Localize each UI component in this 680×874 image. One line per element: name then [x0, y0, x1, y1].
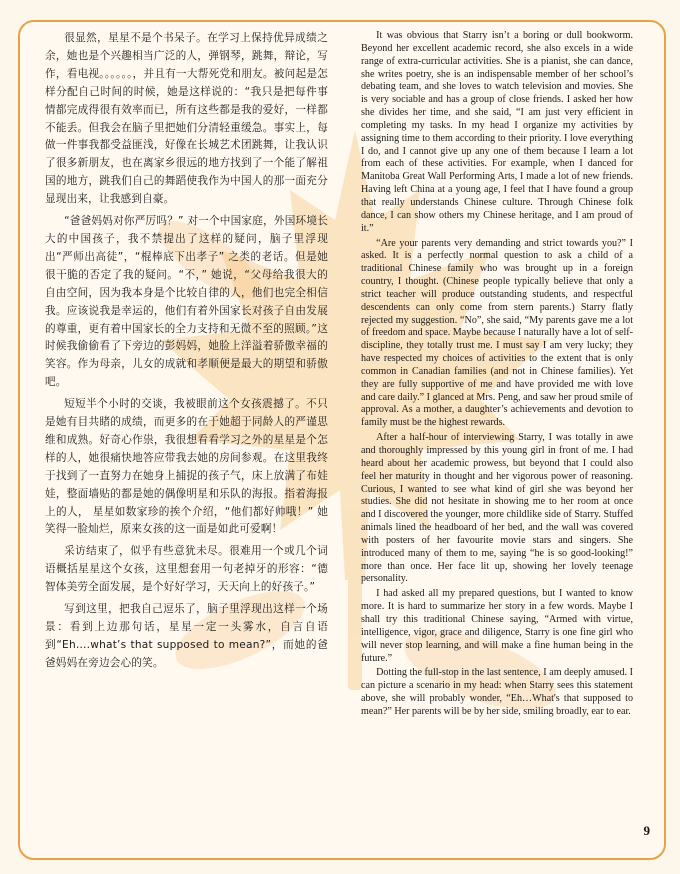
english-paragraph: After a half-hour of interviewing Starry, I was totally in awe and thoroughly impressed by this young girl in front of me. I had heard about her academic prowess, but beyond that I could also feel her maturity in thought and her vigorous power of reasoning. Curious, I wanted to see what kind of girl she was beyond her studies. She did not hesitate in showing me to her room at once and I discovered the younger, more childlike side of Starry. Stuffed animals lined the headboard of her bed, and the wall was covered with posters of her favourite movie stars and singers. She introduced many of them to me, saying “he is so good-looking!” more than once. Her face lit up, showing her lovely teenage personality.	[361, 432, 633, 585]
chinese-article-column	[45, 30, 328, 677]
chinese-paragraph: 写到这里，把我自己逗乐了，脑子里浮现出这样一个场景：看到上边那句话，星星一定一头雾水，自言自语到“Eh….what’s that supposed to mean?”，而她的爸爸妈妈在旁边会心的笑。	[45, 603, 328, 669]
page-number: 9	[643, 823, 650, 838]
chinese-paragraph: 很显然，星星不是个书呆子。在学习上保持优异成绩之余，她也是个兴趣相当广泛的人，弹钢琴，跳舞，辩论，写作，看电视。。。。。。，并且有一大帮死党和朋友。被问起是怎样分配自己时间的时候，她是这样说的：“我只是把每件事情都完成得很有效率而已，所有这些都是我的爱好，一样都不能丢。但我会在脑子里把她们分清轻重缓急。事实上，每做一件事我都受益匪浅，好像在长城艺术团跳舞，让我认识了很多新朋友，也在离家乡很远的地方找到了一个能了解祖国的地方，跳我们自己的舞蹈使我作为中国人的那一面充分显现出来，让我感到自豪。	[45, 32, 328, 206]
english-paragraph: I had asked all my prepared questions, but I wanted to know more. It is hard to summarize her story in a few words. Maybe I shall try this traditional Chinese saying, “Armed with virtue, intelligence, vigor, grace and diligence, Starry is one fine girl who will never stop learning, and will make a fine human being in the future.”	[361, 588, 633, 664]
english-paragraph: Dotting the full-stop in the last sentence, I am deeply amused. I can picture a scenario in my head: when Starry sees this statement above, she will probably wonder, “Eh…What's that supposed to mean?” Her parents will be by her side, smiling broadly, ear to ear.	[361, 667, 633, 717]
chinese-paragraph: “爸爸妈妈对你严厉吗？” 对一个中国家庭，外国环境长大的中国孩子，我不禁提出了这样的疑问，脑子里浮现出“严师出高徒”，“棍棒底下出孝子” 之类的老话。但是她很干脆的否定了我的疑问。“不，” 她说，“父母给我很大的自由空间，因为我本身是个比较自律的人，他们也完全相信我。应该说我是幸运的，他们有着外国家长对孩子自由发展的尊重，更有着中国家长的全力支持和无微不至的照顾。”这时候我偷偷看了下旁边的彭妈妈，她脸上洋溢着骄傲幸福的笑容。作为母亲，儿女的成就和孝顺便是最大的期望和骄傲吧。	[45, 215, 328, 389]
english-article-column	[361, 30, 633, 721]
english-paragraph: “Are your parents very demanding and strict towards you?” I asked. It is a perfectly normal question to ask a child of a traditional Chinese family who was brought up in a foreign country, I thought. (Chinese people typically believe that only a strict teacher will produce outstanding students, and respectful descendents can only come from stern parents.) Starry flatly rejected my suggestion. “No”, she said, “My parents gave me a lot of freedom and space. Maybe because I naturally have a lot of self-discipline, they totally trust me. I must say I am very lucky; they have respected my choices of activities to the extent that is only common in Canadian families (and not in Chinese families). Yet they are fully supportive of me and have provided me with love and care daily.” I glanced at Mrs. Peng, and saw her proud smile of approval. As a mother, a daughter’s achievements and devotion to family must be the highest rewards.	[361, 237, 633, 429]
chinese-paragraph: 采访结束了，似乎有些意犹未尽。很难用一个或几个词语概括星星这个女孩，这里想套用一句老掉牙的形容：“德智体美劳全面发展，是个好好学习，天天向上的好孩子。”	[45, 545, 328, 594]
chinese-paragraph: 短短半个小时的交谈，我被眼前这个女孩震撼了。不只是她有目共睹的成绩，而更多的在于她超于同龄人的严谨思维和成熟。好奇心作祟，我很想看看学习之外的星星是个怎样的人，她很痛快地答应带我去她的房间参观。在这里我终于找到了一直努力在她身上捕捉的孩子气，床上放满了布娃娃，整面墙贴的都是她的偶像明星和乐队的海报。指着海报上的人， 星星如数家珍的挨个介绍，“他们都好帅哦！” 她笑得一脸灿烂，原来女孩的这一面是如此可爱啊！	[45, 398, 328, 536]
english-paragraph: It was obvious that Starry isn’t a boring or dull bookworm. Beyond her excellent academic record, she also excels in a wide range of extra-curricular activities. She is a pianist, she can dance, she writes poetry, she is an indispensable member of her school’s debating team, and she loves to watch television and movies. She is very sociable and has a group of close friends. I asked her how she divides her time, and she said, “I am just very efficient in completing my tasks. In my head I organize my activities by assigning time to them according to their priority. I love everything I do, and I cannot give up any one of them because I learn a lot from each of these activities. For example, when I danced for Manitoba Great Wall Performing Arts, I made a lot of new friends. Having left China at a young age, I feel that I have found a group that really understands Chinese culture. Through Chinese folk dance, I can show others my Chinese heritage, and I am proud of it.”	[361, 30, 633, 234]
